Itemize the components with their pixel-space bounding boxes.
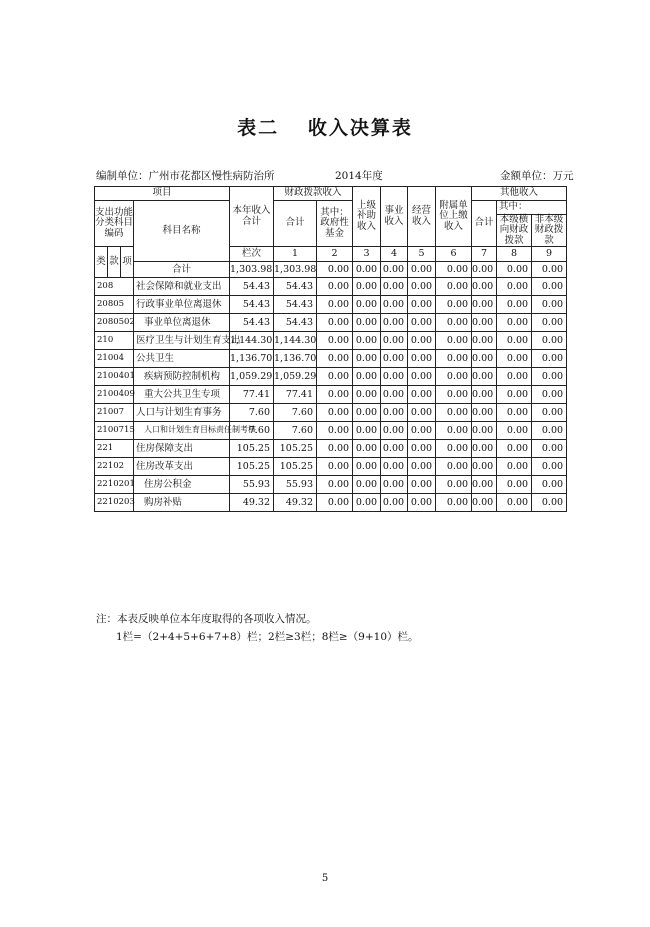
subject-name: 社会保障和就业支出 [134,278,230,296]
amount-cell: 54.43 [230,278,274,296]
amount-cell: 0.00 [497,296,532,314]
table-row [95,278,567,296]
amount-cell: 0.00 [532,314,567,332]
table-row [95,440,567,458]
amount-cell: 0.00 [317,440,353,458]
amount-cell: 0.00 [381,314,408,332]
amount-cell: 0.00 [317,386,353,404]
header-subject-name: 科目名称 [134,201,230,262]
amount-cell: 0.00 [317,368,353,386]
amount-cell: 1,059.29 [274,368,317,386]
amount-cell: 7.60 [274,404,317,422]
subject-code: 210 [95,332,134,350]
subject-name: 重大公共卫生专项 [134,386,230,404]
amount-cell: 0.00 [317,404,353,422]
amount-cell: 0.00 [436,440,472,458]
table-row [95,494,567,512]
amount-cell: 0.00 [353,422,381,440]
subject-name: 行政事业单位离退休 [134,296,230,314]
amount-cell: 0.00 [317,296,353,314]
amount-cell: 54.43 [230,296,274,314]
header-fiscal-total: 合计 [274,201,317,247]
amount-cell: 0.00 [317,314,353,332]
amount-cell: 0.00 [408,386,436,404]
subject-code: 208 [95,278,134,296]
amount-cell: 0.00 [381,458,408,476]
amount-cell: 49.32 [274,494,317,512]
amount-cell: 7.60 [230,404,274,422]
amount-cell: 0.00 [436,278,472,296]
amount-cell: 0.00 [472,332,497,350]
table-row [95,368,567,386]
amount-cell: 0.00 [408,350,436,368]
amount-cell: 105.25 [230,440,274,458]
amount-cell: 54.43 [274,296,317,314]
header-fiscal-gov-fund: 其中：政府性基金 [317,201,353,247]
amount-cell: 0.00 [497,422,532,440]
amount-cell: 0.00 [436,350,472,368]
amount-cell: 0.00 [408,476,436,494]
amount-cell: 0.00 [381,368,408,386]
amount-cell: 0.00 [408,404,436,422]
amount-cell: 1,144.30 [274,332,317,350]
amount-cell: 0.00 [472,368,497,386]
amount-cell: 0.00 [472,404,497,422]
amount-cell: 0.00 [497,476,532,494]
amount-cell: 0.00 [497,314,532,332]
column-number-label: 栏次 [230,247,274,262]
total-value: 0.00 [408,262,436,278]
header-business: 事业收入 [381,187,408,247]
subject-code: 2100409 [95,386,134,404]
amount-cell: 77.41 [274,386,317,404]
amount-cell: 0.00 [408,458,436,476]
subject-code: 2100715 [95,422,134,440]
subject-code: 21007 [95,404,134,422]
total-value: 0.00 [436,262,472,278]
amount-cell: 0.00 [472,476,497,494]
amount-cell: 0.00 [381,296,408,314]
amount-cell: 0.00 [532,440,567,458]
amount-cell: 0.00 [317,476,353,494]
amount-cell: 1,136.70 [230,350,274,368]
amount-cell: 0.00 [532,404,567,422]
amount-cell: 0.00 [353,368,381,386]
amount-cell: 105.25 [274,440,317,458]
amount-cell: 0.00 [532,494,567,512]
table-row [95,476,567,494]
amount-cell: 55.93 [230,476,274,494]
table-row [95,314,567,332]
amount-cell: 0.00 [353,278,381,296]
subject-name: 人口和计划生育目标责任制考核 [134,422,230,440]
amount-cell: 0.00 [317,350,353,368]
column-number: 7 [472,247,497,262]
amount-cell: 0.00 [497,368,532,386]
amount-cell: 0.00 [497,386,532,404]
amount-cell: 49.32 [230,494,274,512]
amount-cell: 0.00 [353,350,381,368]
amount-cell: 105.25 [230,458,274,476]
header-affiliated: 附属单位上缴收入 [436,187,472,247]
amount-cell: 0.00 [497,458,532,476]
amount-cell: 0.00 [353,332,381,350]
subject-code: 221 [95,440,134,458]
amount-cell: 0.00 [436,296,472,314]
subject-name: 医疗卫生与计划生育支出 [134,332,230,350]
subject-name: 事业单位离退休 [134,314,230,332]
total-value: 1,303.98 [230,262,274,278]
subject-name: 人口与计划生育事务 [134,404,230,422]
amount-cell: 0.00 [381,386,408,404]
amount-cell: 0.00 [532,458,567,476]
amount-cell: 0.00 [472,458,497,476]
amount-cell: 0.00 [408,332,436,350]
amount-cell: 7.60 [230,422,274,440]
amount-cell: 0.00 [497,350,532,368]
amount-cell: 0.00 [408,368,436,386]
amount-cell: 0.00 [532,350,567,368]
table-row [95,458,567,476]
money-unit: 金额单位：万元 [500,170,574,182]
amount-cell: 0.00 [408,494,436,512]
subject-name: 公共卫生 [134,350,230,368]
subject-name: 住房保障支出 [134,440,230,458]
amount-cell: 1,059.29 [230,368,274,386]
income-table [94,186,567,512]
amount-cell: 0.00 [381,476,408,494]
amount-cell: 0.00 [532,476,567,494]
amount-cell: 0.00 [317,458,353,476]
total-value: 0.00 [317,262,353,278]
amount-cell: 0.00 [381,350,408,368]
header-lei: 类 [95,247,108,278]
total-value: 0.00 [381,262,408,278]
total-value: 0.00 [497,262,532,278]
amount-cell: 0.00 [532,368,567,386]
amount-cell: 0.00 [353,404,381,422]
amount-cell: 1,144.30 [230,332,274,350]
amount-cell: 0.00 [381,404,408,422]
page-title [0,113,650,140]
subject-code: 22102 [95,458,134,476]
amount-cell: 54.43 [274,278,317,296]
title-part1: 表二 [237,117,280,139]
amount-cell: 0.00 [381,278,408,296]
amount-cell: 0.00 [472,494,497,512]
table-row [95,332,567,350]
amount-cell: 0.00 [472,422,497,440]
amount-cell: 1,136.70 [274,350,317,368]
reporting-unit: 编制单位：广州市花都区慢性病防治所 [96,170,275,182]
subject-name: 住房改革支出 [134,458,230,476]
amount-cell: 0.00 [317,422,353,440]
total-label: 合计 [134,262,230,278]
amount-cell: 0.00 [436,404,472,422]
amount-cell: 0.00 [353,494,381,512]
subject-code: 21004 [95,350,134,368]
amount-cell: 0.00 [436,314,472,332]
note-line-2: 1栏=（2+4+5+6+7+8）栏；2栏≥3栏；8栏≥（9+10）栏。 [116,631,419,643]
table-row [95,404,567,422]
amount-cell: 0.00 [436,494,472,512]
header-total-income: 本年收入合计 [230,187,274,247]
amount-cell: 0.00 [472,350,497,368]
header-fiscal: 财政拨款收入 [274,187,353,201]
amount-cell: 0.00 [497,278,532,296]
total-value: 0.00 [532,262,567,278]
total-value: 1,303.98 [274,262,317,278]
amount-cell: 77.41 [230,386,274,404]
total-value: 0.00 [472,262,497,278]
amount-cell: 0.00 [436,332,472,350]
amount-cell: 0.00 [353,458,381,476]
amount-cell: 0.00 [472,314,497,332]
report-year: 2014年度 [335,170,383,182]
amount-cell: 0.00 [408,440,436,458]
header-other-non-level: 非本级财政拨款 [532,215,567,247]
amount-cell: 0.00 [497,494,532,512]
subject-name: 购房补贴 [134,494,230,512]
page-number: 5 [321,873,329,884]
amount-cell: 0.00 [532,296,567,314]
header-func-class: 支出功能分类科目编码 [95,201,134,247]
title-part2: 收入决算表 [307,117,413,139]
amount-cell: 0.00 [436,458,472,476]
amount-cell: 0.00 [532,422,567,440]
amount-cell: 0.00 [408,422,436,440]
subject-name: 住房公积金 [134,476,230,494]
amount-cell: 55.93 [274,476,317,494]
amount-cell: 0.00 [353,476,381,494]
column-number: 9 [532,247,567,262]
amount-cell: 0.00 [532,278,567,296]
subject-code: 2080502 [95,314,134,332]
amount-cell: 54.43 [230,314,274,332]
amount-cell: 0.00 [436,476,472,494]
header-other-total: 合计 [472,201,497,247]
column-number: 1 [274,247,317,262]
column-number: 3 [353,247,381,262]
table-row [95,296,567,314]
amount-cell: 0.00 [436,386,472,404]
amount-cell: 0.00 [381,422,408,440]
column-number: 8 [497,247,532,262]
amount-cell: 0.00 [353,386,381,404]
amount-cell: 0.00 [408,314,436,332]
table-row [95,422,567,440]
amount-cell: 0.00 [408,278,436,296]
amount-cell: 0.00 [353,296,381,314]
amount-cell: 0.00 [381,332,408,350]
amount-cell: 0.00 [317,332,353,350]
amount-cell: 105.25 [274,458,317,476]
amount-cell: 0.00 [497,440,532,458]
column-number: 4 [381,247,408,262]
amount-cell: 7.60 [274,422,317,440]
header-other: 其他收入 [472,187,567,201]
amount-cell: 0.00 [532,332,567,350]
amount-cell: 0.00 [381,440,408,458]
header-project: 项目 [95,187,230,201]
subject-name: 疾病预防控制机构 [134,368,230,386]
amount-cell: 0.00 [497,332,532,350]
amount-cell: 0.00 [317,494,353,512]
column-number: 6 [436,247,472,262]
amount-cell: 0.00 [353,314,381,332]
amount-cell: 0.00 [436,422,472,440]
header-kuan: 款 [108,247,121,278]
amount-cell: 0.00 [497,404,532,422]
subject-code: 20805 [95,296,134,314]
column-number: 2 [317,247,353,262]
total-value: 0.00 [353,262,381,278]
header-superior: 上级补助收入 [353,187,381,247]
note-line-1: 注：本表反映单位本年度取得的各项收入情况。 [96,613,317,625]
column-number: 5 [408,247,436,262]
amount-cell: 0.00 [408,296,436,314]
table-row [95,350,567,368]
amount-cell: 0.00 [532,386,567,404]
amount-cell: 0.00 [472,440,497,458]
subject-code: 2210201 [95,476,134,494]
table-row [95,386,567,404]
header-other-same-level: 本级横向财政拨款 [497,215,532,247]
amount-cell: 0.00 [472,278,497,296]
amount-cell: 0.00 [317,278,353,296]
amount-cell: 0.00 [472,386,497,404]
amount-cell: 0.00 [436,368,472,386]
header-other-of: 其中： [497,201,567,215]
amount-cell: 0.00 [472,296,497,314]
subject-code: 2210203 [95,494,134,512]
amount-cell: 0.00 [353,440,381,458]
header-xiang: 项 [121,247,134,278]
subject-code: 2100401 [95,368,134,386]
amount-cell: 0.00 [381,494,408,512]
amount-cell: 54.43 [274,314,317,332]
header-operating: 经营收入 [408,187,436,247]
